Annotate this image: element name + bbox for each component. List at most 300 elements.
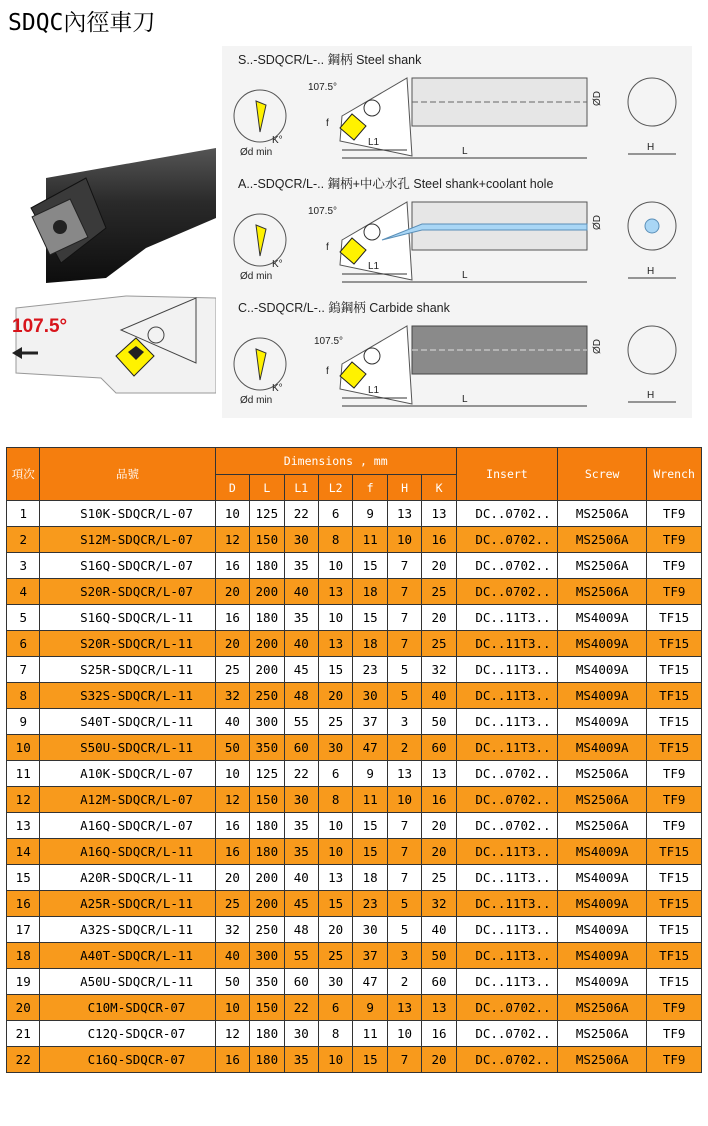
item-cell: 7 bbox=[7, 657, 40, 683]
wrench-cell: TF15 bbox=[647, 839, 702, 865]
table-row bbox=[7, 813, 702, 839]
f-cell: 37 bbox=[353, 943, 387, 969]
l2-cell: 30 bbox=[318, 969, 352, 995]
l1-cell: 30 bbox=[284, 787, 318, 813]
insert-cell: DC..0702.. bbox=[456, 1021, 557, 1047]
l-cell: 200 bbox=[250, 631, 284, 657]
l1-cell: 40 bbox=[284, 865, 318, 891]
l-cell: 125 bbox=[250, 501, 284, 527]
l1-cell: 22 bbox=[284, 761, 318, 787]
code-cell: S25R-SDQCR/L-11 bbox=[40, 657, 215, 683]
code-cell: S20R-SDQCR/L-07 bbox=[40, 579, 215, 605]
l2-cell: 6 bbox=[318, 761, 352, 787]
d-cell: 12 bbox=[215, 527, 249, 553]
l1-cell: 45 bbox=[284, 657, 318, 683]
h-cell: 7 bbox=[387, 813, 421, 839]
wrench-cell: TF9 bbox=[647, 995, 702, 1021]
table-row bbox=[7, 787, 702, 813]
header-wrench: Wrench bbox=[647, 448, 702, 501]
table-row bbox=[7, 891, 702, 917]
page-title: SDQC內徑車刀 bbox=[8, 10, 156, 36]
svg-text:K°: K° bbox=[272, 259, 283, 270]
code-cell: A16Q-SDQCR/L-11 bbox=[40, 839, 215, 865]
d-cell: 12 bbox=[215, 787, 249, 813]
svg-text:f: f bbox=[326, 118, 329, 129]
d-cell: 10 bbox=[215, 761, 249, 787]
svg-text:H: H bbox=[647, 142, 655, 153]
screw-cell: MS4009A bbox=[558, 865, 647, 891]
f-cell: 11 bbox=[353, 527, 387, 553]
svg-text:107.5°: 107.5° bbox=[308, 82, 338, 93]
item-cell: 21 bbox=[7, 1021, 40, 1047]
item-cell: 19 bbox=[7, 969, 40, 995]
wrench-cell: TF9 bbox=[647, 813, 702, 839]
l1-cell: 22 bbox=[284, 995, 318, 1021]
l2-cell: 10 bbox=[318, 839, 352, 865]
insert-cell: DC..11T3.. bbox=[456, 865, 557, 891]
f-cell: 30 bbox=[353, 917, 387, 943]
l-cell: 180 bbox=[250, 839, 284, 865]
insert-cell: DC..11T3.. bbox=[456, 631, 557, 657]
wrench-cell: TF15 bbox=[647, 683, 702, 709]
insert-cell: DC..0702.. bbox=[456, 579, 557, 605]
screw-cell: MS2506A bbox=[558, 501, 647, 527]
f-cell: 47 bbox=[353, 969, 387, 995]
insert-cell: DC..0702.. bbox=[456, 995, 557, 1021]
k-cell: 20 bbox=[422, 605, 457, 631]
k-cell: 40 bbox=[422, 683, 457, 709]
k-cell: 60 bbox=[422, 969, 457, 995]
item-cell: 22 bbox=[7, 1047, 40, 1073]
insert-cell: DC..0702.. bbox=[456, 501, 557, 527]
h-cell: 10 bbox=[387, 1021, 421, 1047]
screw-cell: MS4009A bbox=[558, 839, 647, 865]
table-row bbox=[7, 657, 702, 683]
wrench-cell: TF9 bbox=[647, 1047, 702, 1073]
f-cell: 30 bbox=[353, 683, 387, 709]
d-cell: 16 bbox=[215, 813, 249, 839]
screw-cell: MS4009A bbox=[558, 683, 647, 709]
l2-cell: 15 bbox=[318, 657, 352, 683]
l2-cell: 6 bbox=[318, 995, 352, 1021]
f-cell: 15 bbox=[353, 839, 387, 865]
l1-cell: 35 bbox=[284, 605, 318, 631]
k-cell: 20 bbox=[422, 1047, 457, 1073]
insert-cell: DC..11T3.. bbox=[456, 683, 557, 709]
d-cell: 40 bbox=[215, 943, 249, 969]
insert-cell: DC..11T3.. bbox=[456, 657, 557, 683]
screw-cell: MS2506A bbox=[558, 553, 647, 579]
insert-cell: DC..0702.. bbox=[456, 527, 557, 553]
d-cell: 40 bbox=[215, 709, 249, 735]
svg-text:Ød min: Ød min bbox=[240, 271, 273, 282]
item-cell: 8 bbox=[7, 683, 40, 709]
wrench-cell: TF9 bbox=[647, 527, 702, 553]
l1-cell: 55 bbox=[284, 943, 318, 969]
f-cell: 11 bbox=[353, 1021, 387, 1047]
l2-cell: 6 bbox=[318, 501, 352, 527]
item-cell: 16 bbox=[7, 891, 40, 917]
insert-cell: DC..11T3.. bbox=[456, 709, 557, 735]
item-cell: 18 bbox=[7, 943, 40, 969]
insert-cell: DC..0702.. bbox=[456, 787, 557, 813]
header-dim: L bbox=[250, 475, 284, 501]
spec-table-body bbox=[7, 501, 702, 1073]
code-cell: S10K-SDQCR/L-07 bbox=[40, 501, 215, 527]
header-dim: f bbox=[353, 475, 387, 501]
f-cell: 15 bbox=[353, 1047, 387, 1073]
screw-cell: MS4009A bbox=[558, 917, 647, 943]
item-cell: 6 bbox=[7, 631, 40, 657]
h-cell: 7 bbox=[387, 1047, 421, 1073]
h-cell: 7 bbox=[387, 839, 421, 865]
table-row bbox=[7, 761, 702, 787]
insert-cell: DC..11T3.. bbox=[456, 943, 557, 969]
l-cell: 150 bbox=[250, 787, 284, 813]
l-cell: 200 bbox=[250, 579, 284, 605]
screw-cell: MS2506A bbox=[558, 813, 647, 839]
k-cell: 25 bbox=[422, 865, 457, 891]
svg-text:Ød min: Ød min bbox=[240, 395, 273, 406]
k-cell: 13 bbox=[422, 501, 457, 527]
table-row bbox=[7, 943, 702, 969]
l-cell: 150 bbox=[250, 995, 284, 1021]
screw-cell: MS4009A bbox=[558, 605, 647, 631]
k-cell: 13 bbox=[422, 995, 457, 1021]
f-cell: 37 bbox=[353, 709, 387, 735]
k-cell: 32 bbox=[422, 657, 457, 683]
insert-cell: DC..0702.. bbox=[456, 761, 557, 787]
f-cell: 15 bbox=[353, 553, 387, 579]
wrench-cell: TF15 bbox=[647, 943, 702, 969]
d-cell: 50 bbox=[215, 969, 249, 995]
code-cell: A16Q-SDQCR/L-07 bbox=[40, 813, 215, 839]
f-cell: 15 bbox=[353, 813, 387, 839]
code-cell: S32S-SDQCR/L-11 bbox=[40, 683, 215, 709]
d-cell: 10 bbox=[215, 995, 249, 1021]
table-row bbox=[7, 1047, 702, 1073]
f-cell: 18 bbox=[353, 865, 387, 891]
l1-cell: 48 bbox=[284, 683, 318, 709]
d-cell: 16 bbox=[215, 605, 249, 631]
code-cell: A50U-SDQCR/L-11 bbox=[40, 969, 215, 995]
h-cell: 5 bbox=[387, 683, 421, 709]
wrench-cell: TF15 bbox=[647, 657, 702, 683]
wrench-cell: TF15 bbox=[647, 969, 702, 995]
item-cell: 13 bbox=[7, 813, 40, 839]
l1-cell: 35 bbox=[284, 813, 318, 839]
svg-text:K°: K° bbox=[272, 135, 283, 146]
table-row bbox=[7, 683, 702, 709]
l-cell: 180 bbox=[250, 813, 284, 839]
code-cell: C16Q-SDQCR-07 bbox=[40, 1047, 215, 1073]
d-cell: 20 bbox=[215, 865, 249, 891]
f-cell: 23 bbox=[353, 657, 387, 683]
f-cell: 23 bbox=[353, 891, 387, 917]
l2-cell: 10 bbox=[318, 553, 352, 579]
wrench-cell: TF15 bbox=[647, 891, 702, 917]
header-dim: D bbox=[215, 475, 249, 501]
l2-cell: 8 bbox=[318, 527, 352, 553]
l1-cell: 48 bbox=[284, 917, 318, 943]
insert-cell: DC..11T3.. bbox=[456, 839, 557, 865]
svg-text:Ød min: Ød min bbox=[240, 147, 273, 158]
item-cell: 12 bbox=[7, 787, 40, 813]
table-row bbox=[7, 709, 702, 735]
h-cell: 5 bbox=[387, 657, 421, 683]
wrench-cell: TF9 bbox=[647, 553, 702, 579]
table-row bbox=[7, 553, 702, 579]
d-cell: 16 bbox=[215, 839, 249, 865]
wrench-cell: TF9 bbox=[647, 579, 702, 605]
l2-cell: 10 bbox=[318, 605, 352, 631]
d-cell: 16 bbox=[215, 553, 249, 579]
table-row bbox=[7, 995, 702, 1021]
k-cell: 20 bbox=[422, 553, 457, 579]
l-cell: 180 bbox=[250, 1047, 284, 1073]
l2-cell: 13 bbox=[318, 865, 352, 891]
item-cell: 20 bbox=[7, 995, 40, 1021]
screw-cell: MS2506A bbox=[558, 1021, 647, 1047]
h-cell: 7 bbox=[387, 865, 421, 891]
h-cell: 5 bbox=[387, 917, 421, 943]
wrench-cell: TF15 bbox=[647, 917, 702, 943]
svg-text:L: L bbox=[462, 394, 468, 405]
l-cell: 180 bbox=[250, 553, 284, 579]
k-cell: 25 bbox=[422, 631, 457, 657]
l-cell: 200 bbox=[250, 865, 284, 891]
wrench-cell: TF15 bbox=[647, 735, 702, 761]
screw-cell: MS4009A bbox=[558, 943, 647, 969]
k-cell: 16 bbox=[422, 1021, 457, 1047]
f-cell: 47 bbox=[353, 735, 387, 761]
svg-text:L: L bbox=[462, 270, 468, 281]
screw-cell: MS4009A bbox=[558, 631, 647, 657]
k-cell: 13 bbox=[422, 761, 457, 787]
code-cell: S16Q-SDQCR/L-11 bbox=[40, 605, 215, 631]
screw-cell: MS2506A bbox=[558, 787, 647, 813]
l-cell: 300 bbox=[250, 709, 284, 735]
l-cell: 350 bbox=[250, 735, 284, 761]
h-cell: 7 bbox=[387, 605, 421, 631]
insert-cell: DC..0702.. bbox=[456, 1047, 557, 1073]
svg-text:107.5°: 107.5° bbox=[314, 336, 344, 347]
l-cell: 250 bbox=[250, 683, 284, 709]
screw-cell: MS2506A bbox=[558, 579, 647, 605]
l2-cell: 15 bbox=[318, 891, 352, 917]
h-cell: 13 bbox=[387, 761, 421, 787]
code-cell: A40T-SDQCR/L-11 bbox=[40, 943, 215, 969]
item-cell: 2 bbox=[7, 527, 40, 553]
table-row bbox=[7, 865, 702, 891]
f-cell: 9 bbox=[353, 501, 387, 527]
tool-photo bbox=[6, 148, 216, 418]
h-cell: 7 bbox=[387, 579, 421, 605]
l1-cell: 35 bbox=[284, 839, 318, 865]
h-cell: 7 bbox=[387, 631, 421, 657]
f-cell: 11 bbox=[353, 787, 387, 813]
item-cell: 1 bbox=[7, 501, 40, 527]
header-dim: H bbox=[387, 475, 421, 501]
l1-cell: 60 bbox=[284, 735, 318, 761]
l2-cell: 25 bbox=[318, 709, 352, 735]
wrench-cell: TF15 bbox=[647, 709, 702, 735]
wrench-cell: TF9 bbox=[647, 501, 702, 527]
header-dimensions: Dimensions , mm bbox=[215, 448, 456, 475]
table-row bbox=[7, 1021, 702, 1047]
f-cell: 18 bbox=[353, 631, 387, 657]
table-row bbox=[7, 839, 702, 865]
wrench-cell: TF15 bbox=[647, 605, 702, 631]
header-code: 品號 bbox=[40, 448, 215, 501]
code-cell: S16Q-SDQCR/L-07 bbox=[40, 553, 215, 579]
svg-text:f: f bbox=[326, 366, 329, 377]
l2-cell: 13 bbox=[318, 579, 352, 605]
table-row bbox=[7, 605, 702, 631]
header-insert: Insert bbox=[456, 448, 557, 501]
l1-cell: 30 bbox=[284, 1021, 318, 1047]
table-row bbox=[7, 735, 702, 761]
l2-cell: 20 bbox=[318, 683, 352, 709]
screw-cell: MS2506A bbox=[558, 527, 647, 553]
header-item: 項次 bbox=[7, 448, 40, 501]
d-cell: 12 bbox=[215, 1021, 249, 1047]
screw-cell: MS2506A bbox=[558, 995, 647, 1021]
insert-cell: DC..0702.. bbox=[456, 813, 557, 839]
spec-table bbox=[6, 447, 702, 1073]
table-row bbox=[7, 527, 702, 553]
svg-text:ØD: ØD bbox=[592, 91, 603, 106]
d-cell: 16 bbox=[215, 1047, 249, 1073]
code-cell: S12M-SDQCR/L-07 bbox=[40, 527, 215, 553]
table-row bbox=[7, 579, 702, 605]
h-cell: 3 bbox=[387, 943, 421, 969]
k-cell: 16 bbox=[422, 787, 457, 813]
code-cell: A20R-SDQCR/L-11 bbox=[40, 865, 215, 891]
item-cell: 10 bbox=[7, 735, 40, 761]
screw-cell: MS2506A bbox=[558, 1047, 647, 1073]
screw-cell: MS4009A bbox=[558, 735, 647, 761]
wrench-cell: TF15 bbox=[647, 631, 702, 657]
l-cell: 125 bbox=[250, 761, 284, 787]
svg-text:107.5°: 107.5° bbox=[308, 206, 338, 217]
d-cell: 50 bbox=[215, 735, 249, 761]
diagram-caption: S..-SDQCR/L-.. 鋼柄 Steel shank bbox=[238, 53, 422, 67]
table-row bbox=[7, 969, 702, 995]
wrench-cell: TF9 bbox=[647, 1021, 702, 1047]
f-cell: 18 bbox=[353, 579, 387, 605]
k-cell: 20 bbox=[422, 839, 457, 865]
svg-text:L1: L1 bbox=[368, 261, 380, 272]
item-cell: 15 bbox=[7, 865, 40, 891]
item-cell: 4 bbox=[7, 579, 40, 605]
h-cell: 10 bbox=[387, 527, 421, 553]
l2-cell: 25 bbox=[318, 943, 352, 969]
l2-cell: 8 bbox=[318, 787, 352, 813]
item-cell: 11 bbox=[7, 761, 40, 787]
k-cell: 50 bbox=[422, 709, 457, 735]
insert-cell: DC..11T3.. bbox=[456, 605, 557, 631]
h-cell: 13 bbox=[387, 995, 421, 1021]
d-cell: 32 bbox=[215, 917, 249, 943]
svg-text:H: H bbox=[647, 390, 655, 401]
screw-cell: MS4009A bbox=[558, 891, 647, 917]
l1-cell: 30 bbox=[284, 527, 318, 553]
header-screw: Screw bbox=[558, 448, 647, 501]
insert-cell: DC..11T3.. bbox=[456, 735, 557, 761]
item-cell: 5 bbox=[7, 605, 40, 631]
h-cell: 3 bbox=[387, 709, 421, 735]
code-cell: A32S-SDQCR/L-11 bbox=[40, 917, 215, 943]
header-dim: L2 bbox=[318, 475, 352, 501]
l-cell: 300 bbox=[250, 943, 284, 969]
svg-text:ØD: ØD bbox=[592, 339, 603, 354]
diagram-caption: A..-SDQCR/L-.. 鋼柄+中心水孔 Steel shank+coolant hole bbox=[238, 177, 554, 191]
l2-cell: 20 bbox=[318, 917, 352, 943]
insert-cell: DC..0702.. bbox=[456, 553, 557, 579]
svg-text:L1: L1 bbox=[368, 385, 380, 396]
svg-text:f: f bbox=[326, 242, 329, 253]
code-cell: S20R-SDQCR/L-11 bbox=[40, 631, 215, 657]
l1-cell: 22 bbox=[284, 501, 318, 527]
item-cell: 3 bbox=[7, 553, 40, 579]
item-cell: 17 bbox=[7, 917, 40, 943]
l-cell: 200 bbox=[250, 891, 284, 917]
l2-cell: 10 bbox=[318, 813, 352, 839]
svg-text:K°: K° bbox=[272, 383, 283, 394]
screw-cell: MS4009A bbox=[558, 657, 647, 683]
k-cell: 60 bbox=[422, 735, 457, 761]
h-cell: 7 bbox=[387, 553, 421, 579]
code-cell: S50U-SDQCR/L-11 bbox=[40, 735, 215, 761]
code-cell: A12M-SDQCR/L-07 bbox=[40, 787, 215, 813]
d-cell: 20 bbox=[215, 579, 249, 605]
diagram-caption: C..-SDQCR/L-.. 鎢鋼柄 Carbide shank bbox=[238, 301, 450, 315]
l1-cell: 35 bbox=[284, 553, 318, 579]
k-cell: 50 bbox=[422, 943, 457, 969]
wrench-cell: TF9 bbox=[647, 787, 702, 813]
screw-cell: MS4009A bbox=[558, 969, 647, 995]
l2-cell: 13 bbox=[318, 631, 352, 657]
h-cell: 13 bbox=[387, 501, 421, 527]
f-cell: 15 bbox=[353, 605, 387, 631]
k-cell: 20 bbox=[422, 813, 457, 839]
item-cell: 14 bbox=[7, 839, 40, 865]
svg-text:H: H bbox=[647, 266, 655, 277]
l-cell: 180 bbox=[250, 605, 284, 631]
code-cell: C10M-SDQCR-07 bbox=[40, 995, 215, 1021]
wrench-cell: TF9 bbox=[647, 761, 702, 787]
d-cell: 10 bbox=[215, 501, 249, 527]
d-cell: 20 bbox=[215, 631, 249, 657]
h-cell: 2 bbox=[387, 969, 421, 995]
k-cell: 16 bbox=[422, 527, 457, 553]
svg-text:L1: L1 bbox=[368, 137, 380, 148]
svg-text:L: L bbox=[462, 146, 468, 157]
code-cell: S40T-SDQCR/L-11 bbox=[40, 709, 215, 735]
l-cell: 150 bbox=[250, 527, 284, 553]
d-cell: 32 bbox=[215, 683, 249, 709]
table-row bbox=[7, 917, 702, 943]
code-cell: A25R-SDQCR/L-11 bbox=[40, 891, 215, 917]
screw-cell: MS4009A bbox=[558, 709, 647, 735]
angle-label: 107.5° bbox=[12, 316, 68, 337]
d-cell: 25 bbox=[215, 657, 249, 683]
table-row bbox=[7, 501, 702, 527]
item-cell: 9 bbox=[7, 709, 40, 735]
k-cell: 40 bbox=[422, 917, 457, 943]
l-cell: 200 bbox=[250, 657, 284, 683]
